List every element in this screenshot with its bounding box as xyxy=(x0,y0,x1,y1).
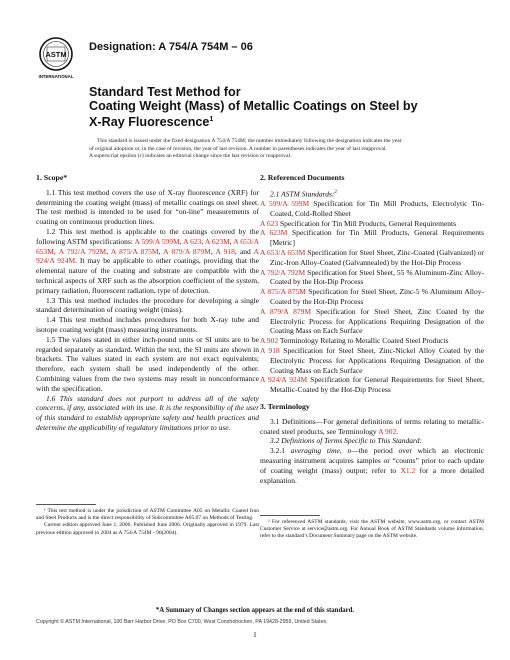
document-title xyxy=(89,85,469,129)
title-line-2: Coating Weight (Mass) of Metallic Coatings on Steel by xyxy=(89,99,418,113)
right-column xyxy=(260,173,484,485)
terminology-3-2-1: 3.2.1 averaging time, n—the period over which an electronic measuring instrument acquires samples or “counts” prior to each update of coating weight (mass) output; refer to X1.2 for a more detailed explanation. xyxy=(260,446,485,485)
reference-item: A 918 Specification for Steel Sheet, Zinc-Nickel Alloy Coated by the Electrolytic Process for Applications Requiring Designation of the Coating Mass on Each Surface xyxy=(260,346,484,375)
reference-item: A 623M Specification for Tin Mill Products, General Requirements [Metric] xyxy=(260,228,485,248)
footnote-rule xyxy=(260,515,320,516)
ref-link[interactable]: A 792/A 792M xyxy=(260,267,306,277)
scope-1-5: 1.5 The values stated in either inch-pound units or SI units are to be regarded separately as standard. Within the text, the SI units are shown in brackets. The values stated in each system are not exact equivalents; therefore, each system shall be used independently of the other. Combining values from the two systems may result in nonconformance with the specification. xyxy=(36,334,259,393)
ref-link[interactable]: A 924/A 924M xyxy=(36,246,260,266)
page-number: 1 xyxy=(253,632,257,639)
ref-link[interactable]: A 879/A 879M xyxy=(260,306,312,316)
copyright: Copyright © ASTM International, 100 Barr Harbor Drive, PO Box C700, West Conshohocken, PA 19428-2959, United States. xyxy=(36,619,328,625)
terminology-3-1: 3.1 Definitions—For general definitions of terms relating to metallic-coated steel products, see Terminology A 902. xyxy=(260,416,484,436)
ref-link[interactable]: A 918 xyxy=(260,346,280,356)
scope-1-3: 1.3 This test method includes the procedure for developing a single standard determination of coating weight (mass). xyxy=(36,295,259,315)
ref-link[interactable]: A 623M xyxy=(204,236,230,246)
referenced-heading: 2. Referenced Documents xyxy=(260,173,345,182)
ref-link[interactable]: A 653/A 653M xyxy=(36,236,259,256)
ref-link[interactable]: A 623 xyxy=(183,236,202,246)
ref-link[interactable]: A 653/A 653M xyxy=(260,248,306,258)
ref-link[interactable]: A 902 xyxy=(378,426,397,436)
reference-item: A 653/A 653M Specification for Steel Sheet, Zinc-Coated (Galvanized) or Zinc-Iron Alloy-Coated (Galvannealed) by the Hot-Dip Process xyxy=(260,248,484,267)
ref-link[interactable]: A 902 xyxy=(260,336,279,346)
footnote-2: ² For referenced ASTM standards, visit the ASTM website, www.astm.org, or contact ASTM Customer Service at service@astm.org. For Annual Book of ASTM Standards volume information, refer to the standard’s Document Summary page on the ASTM website. xyxy=(260,515,484,541)
reference-list xyxy=(260,199,484,395)
reference-item: A 623 Specification for Tin Mill Products, General Requirements xyxy=(260,218,457,228)
ref-link[interactable]: A 879/A 879M xyxy=(163,246,211,256)
ref-link[interactable]: A 875/A 875M xyxy=(110,246,159,256)
reference-item: A 792/A 792M Specification for Steel Sheet, 55 % Aluminum-Zinc Alloy-Coated by the Hot-Dip Process xyxy=(260,267,484,287)
ref-link[interactable]: A 623M xyxy=(260,228,288,238)
reference-item: A 902 Terminology Relating to Metallic Coated Steel Products xyxy=(260,336,449,346)
summary-note: *A Summary of Changes section appears at the end of this standard. xyxy=(155,607,355,614)
footnote-rule xyxy=(36,504,96,505)
reference-item: A 599/A 599M Specification for Tin Mill Products, Electrolytic Tin-Coated, Cold-Rolled Sheet xyxy=(260,199,484,218)
scope-1-4: 1.4 This test method includes procedures for both X-ray tube and isotope coating weight (mass) measuring instruments. xyxy=(36,315,259,334)
logo-text: ASTM xyxy=(45,50,67,59)
left-column xyxy=(36,173,259,433)
ref-link[interactable]: A 792/A 792M xyxy=(58,246,107,256)
ref-link[interactable]: A 875/A 875M xyxy=(260,287,306,297)
ref-link[interactable]: A 623 xyxy=(260,218,279,228)
scope-heading: 1. Scope* xyxy=(36,173,68,182)
ref-link[interactable]: A 599/A 599M xyxy=(260,199,310,209)
reference-item: A 879/A 879M Specification for Steel Sheet, Zinc Coated by the Electrolytic Process for Applications Requiring Designation of the Coating Mass on Each Surface xyxy=(260,306,484,336)
ref-link[interactable]: A 924/A 924M xyxy=(260,375,308,385)
terminology-3-2: 3.2 Definitions of Terms Specific to This Standard: xyxy=(270,436,422,446)
scope-1-6: 1.6 This standard does not purport to address all of the safety concerns, if any, associated with its use. It is the responsibility of the user of this standard to establish appropriate safety and health practices and determine the applicability of regulatory limitations prior to use. xyxy=(36,393,259,432)
ref-link[interactable]: A 918 xyxy=(215,246,235,256)
designation: Designation: A 754/A 754M – 06 xyxy=(89,41,253,53)
astm-logo xyxy=(38,36,74,84)
astm-standards-sub: 2.1 ASTM Standards:$^2$ xyxy=(270,189,337,199)
ref-link[interactable]: X1.2 xyxy=(400,465,416,475)
footnote-1: ¹ This test method is under the jurisdiction of ASTM Committee A05 on Metallic Coated Iron and Steel Products and is the direct responsibility of Subcommittee A05.07 on Methods of Testing. Current edition approved June 1, 2006. Published June 2006. Originally approved in 1979. Last previous edition approved in 2004 as A 754/A 754M - 96(2004). xyxy=(36,504,259,537)
scope-1-2: 1.2 This test method is applicable to the coatings covered by the following ASTM specifications: A 599/A 599M, A 623, A 623M, A 653/A 653M, A 792/A 792M, A 875/A 875M, A 879/A 879M, A 918, and A 924/A 924M. It may be applicable to other coatings, providing that the elemental nature of the coating and substrate are compatible with the technical aspects of XRF such as the absorption coefficient of the system, primary radiation, fluorescent radiation, type of detection. xyxy=(36,226,260,295)
ref-link[interactable]: A 599/A 599M xyxy=(134,236,180,246)
title-line-1: Standard Test Method for xyxy=(89,85,241,99)
reference-item: A 924/A 924M Specification for General Requirements for Steel Sheet, Metallic-Coated by the Hot-Dip Process xyxy=(260,375,484,395)
scope-1-1: 1.1 This test method covers the use of X-ray fluorescence (XRF) for determining the coating weight (mass) of metallic coatings on steel sheet. The test method is intended to be used for “on-line” measurements of coating on continuous production lines. xyxy=(36,187,259,227)
logo-subtext: INTERNATIONAL xyxy=(38,74,74,79)
reference-item: A 875/A 875M Specification for Steel Sheet, Zinc-5 % Aluminum Alloy-Coated by the Hot-Dip Process xyxy=(260,287,484,307)
title-line-3: X-Ray Fluorescence$^1$ xyxy=(89,115,214,130)
standard-notice: This standard is issued under the fixed designation A 754/A 754M; the number immediately following the designation indicates the year of original adoption or, in the case of revision, the year of last revision. A number in parentheses indicates the year of last reapproval. A superscript epsilon (ε) indicates an editorial change since the last revision or reapproval. xyxy=(89,138,402,160)
terminology-heading: 3. Terminology xyxy=(260,402,310,412)
